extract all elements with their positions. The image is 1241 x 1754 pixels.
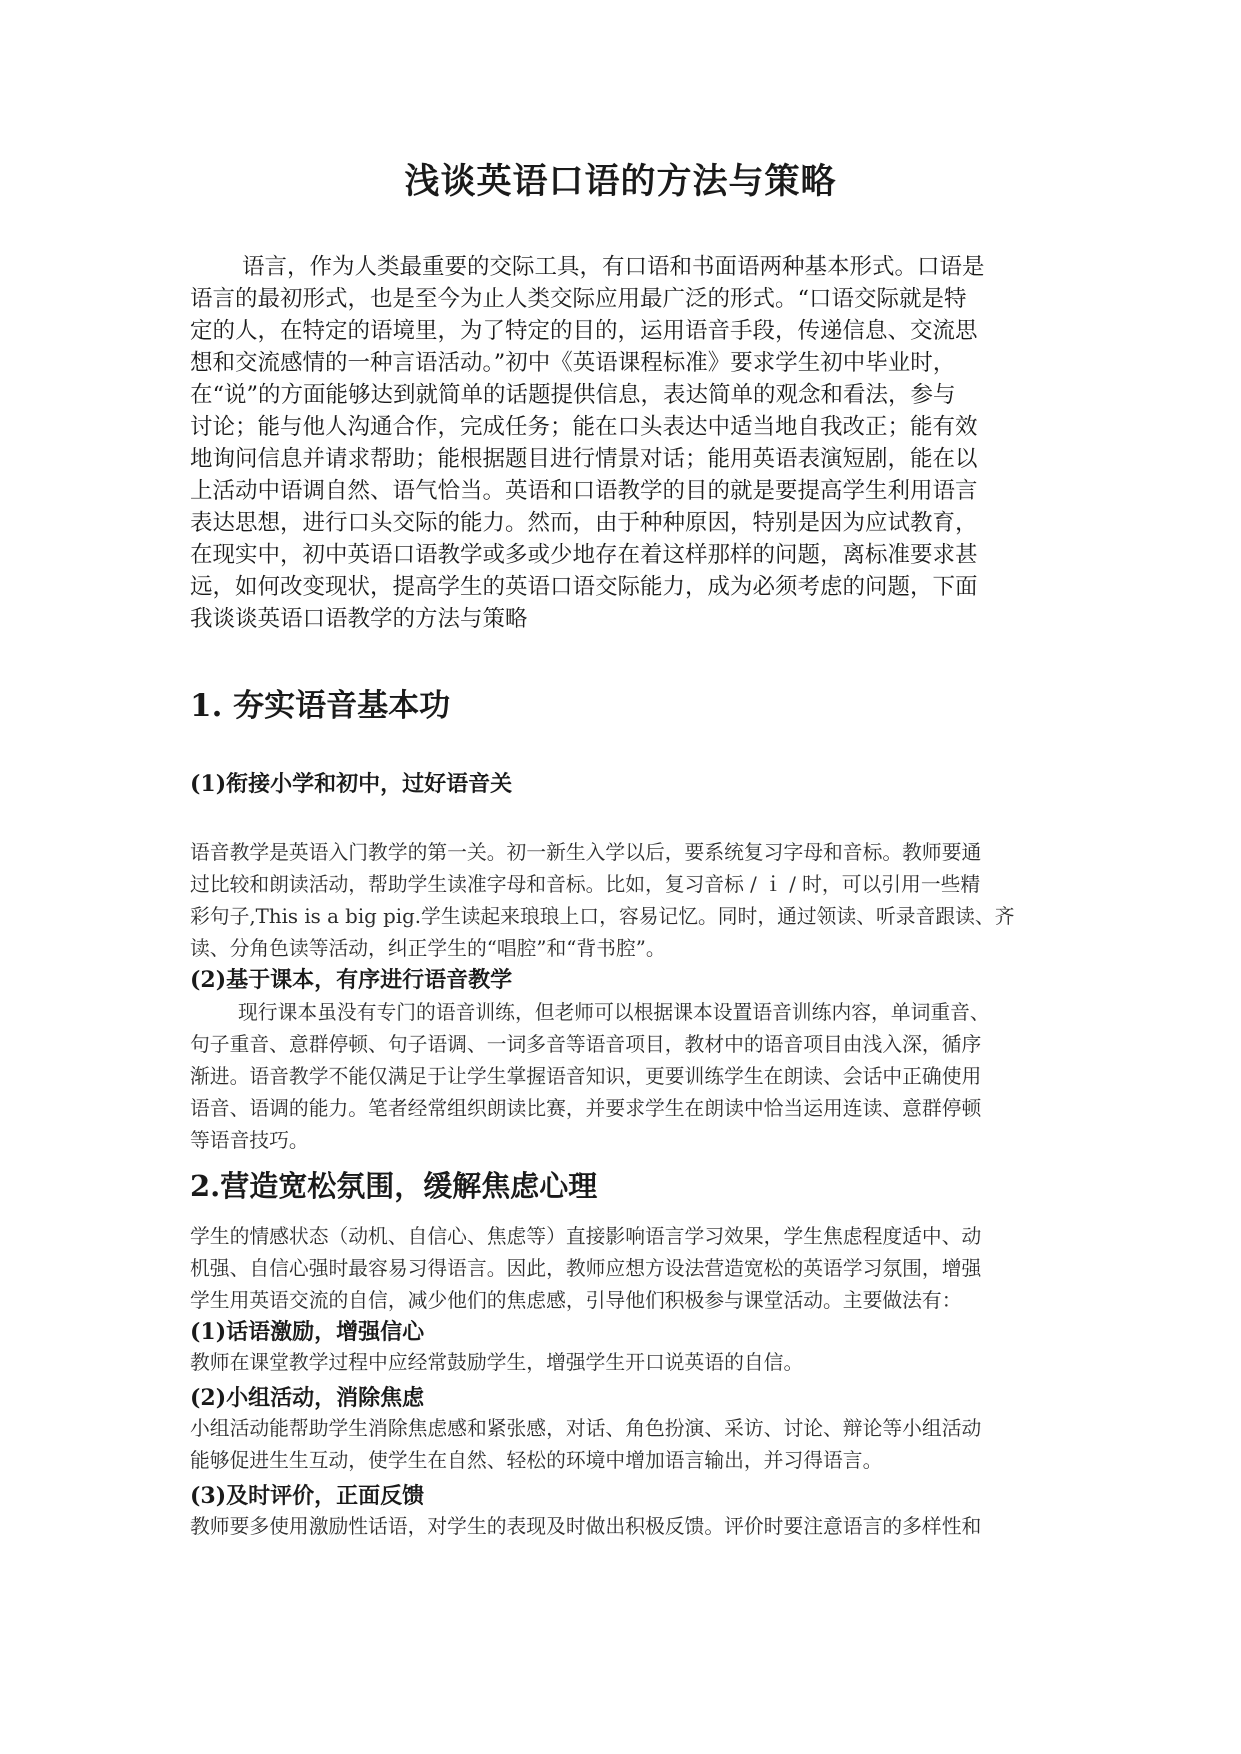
body-line: 语音教学是英语入门教学的第一关。初一新生入学以后，要系统复习字母和音标。教师要通 [190, 841, 982, 864]
intro-line: 语言，作为人类最重要的交际工具，有口语和书面语两种基本形式。口语是 [242, 254, 985, 280]
intro-line: 我谈谈英语口语教学的方法与策略 [190, 606, 528, 632]
intro-line: 上活动中语调自然、语气恰当。英语和口语教学的目的就是要提高学生利用语言 [190, 478, 978, 504]
body-line: 语音、语调的能力。笔者经常组织朗读比赛，并要求学生在朗读中恰当运用连读、意群停顿 [190, 1097, 982, 1120]
intro-line: 表达思想，进行口头交际的能力。然而，由于种种原因，特别是因为应试教育， [190, 510, 978, 536]
intro-line: 在“说”的方面能够达到就简单的话题提供信息，表达简单的观念和看法，参与 [190, 382, 956, 408]
intro-line: 想和交流感情的一种言语活动。”初中《英语课程标准》要求学生初中毕业时， [190, 350, 956, 376]
body-line: 现行课本虽没有专门的语音训练，但老师可以根据课本设置语音训练内容，单词重音、 [238, 1001, 990, 1024]
body-line: 过比较和朗读活动，帮助学生读准字母和音标。比如，复习音标 / ｉ / 时，可以引用一些精 [190, 873, 981, 896]
subsection-heading-1-1: (1)衔接小学和初中，过好语音关 [190, 771, 513, 797]
intro-line: 地询问信息并请求帮助；能根据题目进行情景对话；能用英语表演短剧，能在以 [190, 446, 978, 472]
body-line: 机强、自信心强时最容易习得语言。因此，教师应想方设法营造宽松的英语学习氛围，增强 [190, 1257, 982, 1280]
intro-line: 在现实中，初中英语口语教学或多或少地存在着这样那样的问题，离标准要求甚 [190, 542, 978, 568]
body-line: 教师要多使用激励性话语，对学生的表现及时做出积极反馈。评价时要注意语言的多样性和 [190, 1515, 982, 1538]
body-line: 读、分角色读等活动，纠正学生的“唱腔”和“背书腔”。 [190, 937, 666, 960]
body-line: 学生的情感状态（动机、自信心、焦虑等）直接影响语言学习效果，学生焦虑程度适中、动 [190, 1225, 982, 1248]
body-line: 彩句子,This is a big pig.学生读起来琅琅上口，容易记忆。同时，通过领读、听录音跟读、齐 [190, 905, 1015, 928]
body-line: 渐进。语音教学不能仅满足于让学生掌握语音知识，更要训练学生在朗读、会话中正确使用 [190, 1065, 982, 1088]
intro-line: 定的人，在特定的语境里，为了特定的目的，运用语音手段，传递信息、交流思 [190, 318, 978, 344]
subsection-heading-2-1: (1)话语激励，增强信心 [190, 1319, 425, 1345]
section-heading-1: 1. 夯实语音基本功 [190, 688, 451, 724]
body-line: 小组活动能帮助学生消除焦虑感和紧张感，对话、角色扮演、采访、讨论、辩论等小组活动 [190, 1417, 982, 1440]
body-line: 教师在课堂教学过程中应经常鼓励学生，增强学生开口说英语的自信。 [190, 1351, 804, 1374]
body-line: 能够促进生生互动，使学生在自然、轻松的环境中增加语言输出，并习得语言。 [190, 1449, 883, 1472]
body-line: 等语音技巧。 [190, 1129, 309, 1152]
page-title: 浅谈英语口语的方法与策略 [404, 161, 837, 202]
intro-line: 讨论；能与他人沟通合作，完成任务；能在口头表达中适当地自我改正；能有效 [190, 414, 978, 440]
intro-line: 语言的最初形式，也是至今为止人类交际应用最广泛的形式。“口语交际就是特 [190, 286, 967, 312]
subsection-heading-1-2: (2)基于课本，有序进行语音教学 [190, 967, 513, 993]
intro-line: 远，如何改变现状，提高学生的英语口语交际能力，成为必须考虑的问题，下面 [190, 574, 978, 600]
section-heading-2: 2.营造宽松氛围，缓解焦虑心理 [190, 1169, 598, 1203]
subsection-heading-2-2: (2)小组活动，消除焦虑 [190, 1385, 425, 1411]
subsection-heading-2-3: (3)及时评价，正面反馈 [190, 1483, 425, 1509]
body-line: 句子重音、意群停顿、句子语调、一词多音等语音项目，教材中的语音项目由浅入深，循序 [190, 1033, 982, 1056]
body-line: 学生用英语交流的自信，减少他们的焦虑感，引导他们积极参与课堂活动。主要做法有： [190, 1289, 962, 1312]
